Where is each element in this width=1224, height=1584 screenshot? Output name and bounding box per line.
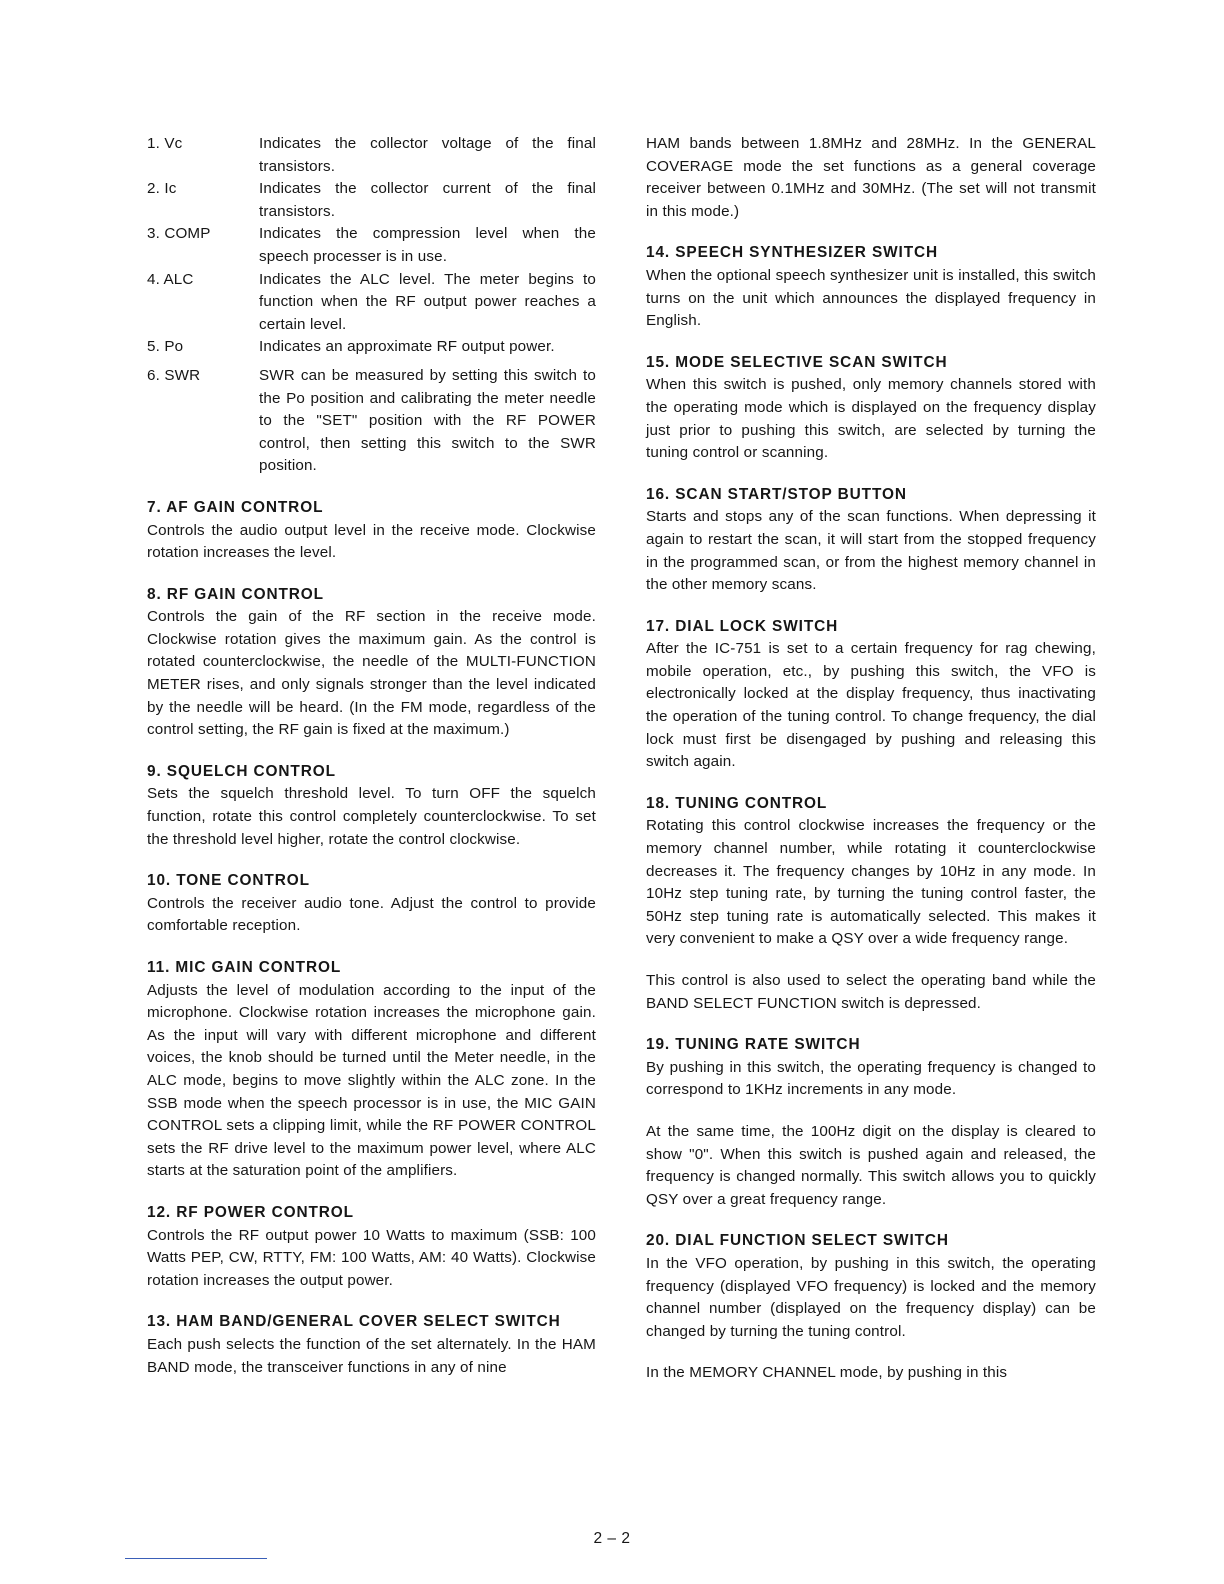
section-paragraph: Controls the audio output level in the receive mode. Clockwise rotation increases the level. [147, 521, 596, 562]
section-heading: 19. TUNING RATE SWITCH [646, 1036, 861, 1054]
section-paragraph: When the optional speech synthesizer unit is installed, this switch turns on the unit which announces the displayed frequency in English. [646, 266, 1096, 330]
section-paragraph: Rotating this control clockwise increases the frequency or the memory channel number, while rotating it counterclockwise decreases it. The frequency changes by 10Hz in any mode. In 10Hz step tuning rate, by turning the tuning control faster, the 50Hz step tuning rate is automatically selected. This makes it very convenient to make a QSY over a wide frequency range. [646, 817, 1096, 948]
meter-item-term: 4. ALC [147, 270, 194, 288]
meter-item-swr [147, 365, 596, 478]
section-tuning-rate [646, 1034, 1096, 1211]
section-heading: 16. SCAN START/STOP BUTTON [646, 485, 907, 503]
page-number: 2 – 2 [593, 1530, 631, 1547]
section-heading: 10. TONE CONTROL [147, 872, 310, 890]
section-paragraph: This control is also used to select the operating band while the BAND SELECT FUNCTION switch is depressed. [646, 972, 1096, 1012]
section-dial-lock [646, 616, 1096, 774]
right-column [646, 133, 1096, 1385]
meter-item-term: 1. Vc [147, 135, 183, 152]
section-paragraph-continued: HAM bands between 1.8MHz and 28MHz. In the GENERAL COVERAGE mode the set functions as a general coverage receiver between 0.1MHz and 30MHz. (The set will not transmit in this mode.) [646, 135, 1096, 220]
section-dial-function [646, 1230, 1096, 1385]
section-heading: 9. SQUELCH CONTROL [147, 762, 336, 780]
meter-item-desc: SWR can be measured by setting this switch to the Po position and calibrating the meter needle to the "SET" position with the RF POWER control, then setting this switch to the SWR position. [259, 366, 596, 475]
section-squelch [147, 761, 596, 851]
section-paragraph: At the same time, the 100Hz digit on the display is cleared to show "0". When this switch is pushed again and released, the frequency is changed normally. This switch allows you to quickly QSY over a great frequency range. [646, 1122, 1096, 1208]
meter-function-list [147, 133, 596, 478]
section-tuning-control [646, 793, 1096, 1015]
meter-item-term: 2. Ic [147, 180, 177, 198]
section-paragraph: In the MEMORY CHANNEL mode, by pushing in this [646, 1364, 1008, 1382]
section-heading: 11. MIC GAIN CONTROL [147, 959, 342, 976]
section-paragraph: Controls the RF output power 10 Watts to maximum (SSB: 100 Watts PEP, CW, RTTY, FM: 100 Watts, AM: 40 Watts). Clockwise rotation increases the output power. [147, 1226, 596, 1289]
meter-item-term: 5. Po [147, 338, 184, 356]
section-paragraph: In the VFO operation, by pushing in this switch, the operating frequency (displayed VFO frequency) is locked and the memory channel number (displayed on the frequency display) can be changed by turning the tuning control. [646, 1254, 1096, 1340]
meter-item-po [147, 336, 596, 359]
section-paragraph: After the IC-751 is set to a certain frequency for rag chewing, mobile operation, etc., by pushing this switch, the VFO is electronically locked at the display frequency, thus inactivating the operation of the tuning control. To change frequency, the dial lock must first be disengaged by pushing and releasing this switch again. [646, 640, 1096, 771]
section-paragraph: By pushing in this switch, the operating frequency is changed to correspond to 1KHz increments in any mode. [646, 1058, 1096, 1099]
meter-item-desc: Indicates the ALC level. The meter begins to function when the RF output power reaches a certain level. [259, 270, 596, 333]
section-heading: 12. RF POWER CONTROL [147, 1203, 354, 1221]
section-heading: 7. AF GAIN CONTROL [147, 498, 324, 516]
section-mic-gain [147, 957, 596, 1183]
section-paragraph: Controls the receiver audio tone. Adjust the control to provide comfortable reception. [147, 894, 596, 935]
section-scan-start-stop [646, 484, 1096, 597]
section-ham-general [147, 1311, 596, 1379]
section-mode-scan [646, 352, 1096, 465]
meter-item-desc: Indicates the collector voltage of the final transistors. [259, 135, 596, 175]
meter-item-term: 3. COMP [147, 225, 211, 243]
meter-item-desc: Indicates the collector current of the final transistors. [259, 180, 596, 220]
section-rf-gain [147, 584, 596, 742]
section-tone [147, 870, 596, 938]
section-rf-power [147, 1202, 596, 1292]
section-heading: 14. SPEECH SYNTHESIZER SWITCH [646, 244, 939, 262]
section-heading: 17. DIAL LOCK SWITCH [646, 617, 839, 635]
section-heading: 20. DIAL FUNCTION SELECT SWITCH [646, 1232, 949, 1250]
section-paragraph: Each push selects the function of the set alternately. In the HAM BAND mode, the transceiver functions in any of nine [147, 1335, 596, 1376]
section-heading: 13. HAM BAND/GENERAL COVER SELECT SWITCH [147, 1313, 561, 1331]
meter-item-ic [147, 178, 596, 223]
section-paragraph: Controls the gain of the RF section in the receive mode. Clockwise rotation gives the maximum gain. As the control is rotated counterclockwise, the needle of the MULTI-FUNCTION METER rises, and only signals stronger than the level indicated by the needle will be heard. (In the FM mode, regardless of the control setting, the RF gain is fixed at the maximum.) [147, 608, 596, 739]
section-paragraph: Starts and stops any of the scan functions. When depressing it again to restart the scan, it will start from the stopped frequency in the programmed scan, or from the highest memory channel in the other memory scans. [646, 508, 1096, 594]
section-paragraph: Adjusts the level of modulation according to the input of the microphone. Clockwise rotation increases the microphone gain. As the input will vary with different microphone and different voices, the knob should be turned until the Meter needle, in the ALC mode, begins to move slightly within the ALC zone. In the SSB mode when the speech processor is in use, the MIC GAIN CONTROL sets a clipping limit, while the RF POWER CONTROL sets the RF drive level to the maximum power level, where ALC starts at the saturation point of the amplifiers. [147, 981, 596, 1180]
left-column [147, 133, 596, 1379]
section-heading: 15. MODE SELECTIVE SCAN SWITCH [646, 353, 948, 371]
meter-item-vc [147, 133, 596, 178]
meter-item-desc: Indicates the compression level when the speech processer is in use. [259, 225, 596, 265]
section-paragraph: Sets the squelch threshold level. To turn OFF the squelch function, rotate this control completely counterclockwise. To set the threshold level higher, rotate the control clockwise. [147, 785, 596, 848]
meter-item-comp [147, 223, 596, 268]
meter-item-desc: Indicates an approximate RF output power. [259, 338, 555, 356]
bottom-rule-divider [125, 1558, 267, 1559]
section-af-gain [147, 497, 596, 565]
section-paragraph: When this switch is pushed, only memory channels stored with the operating mode which is displayed on the frequency display just prior to pushing this switch, are selected by turning the tuning control or scanning. [646, 376, 1096, 462]
section-heading: 8. RF GAIN CONTROL [147, 585, 324, 603]
section-heading: 18. TUNING CONTROL [646, 794, 828, 812]
section-speech-synth [646, 242, 1096, 332]
meter-item-alc [147, 269, 596, 337]
meter-item-term: 6. SWR [147, 366, 201, 384]
